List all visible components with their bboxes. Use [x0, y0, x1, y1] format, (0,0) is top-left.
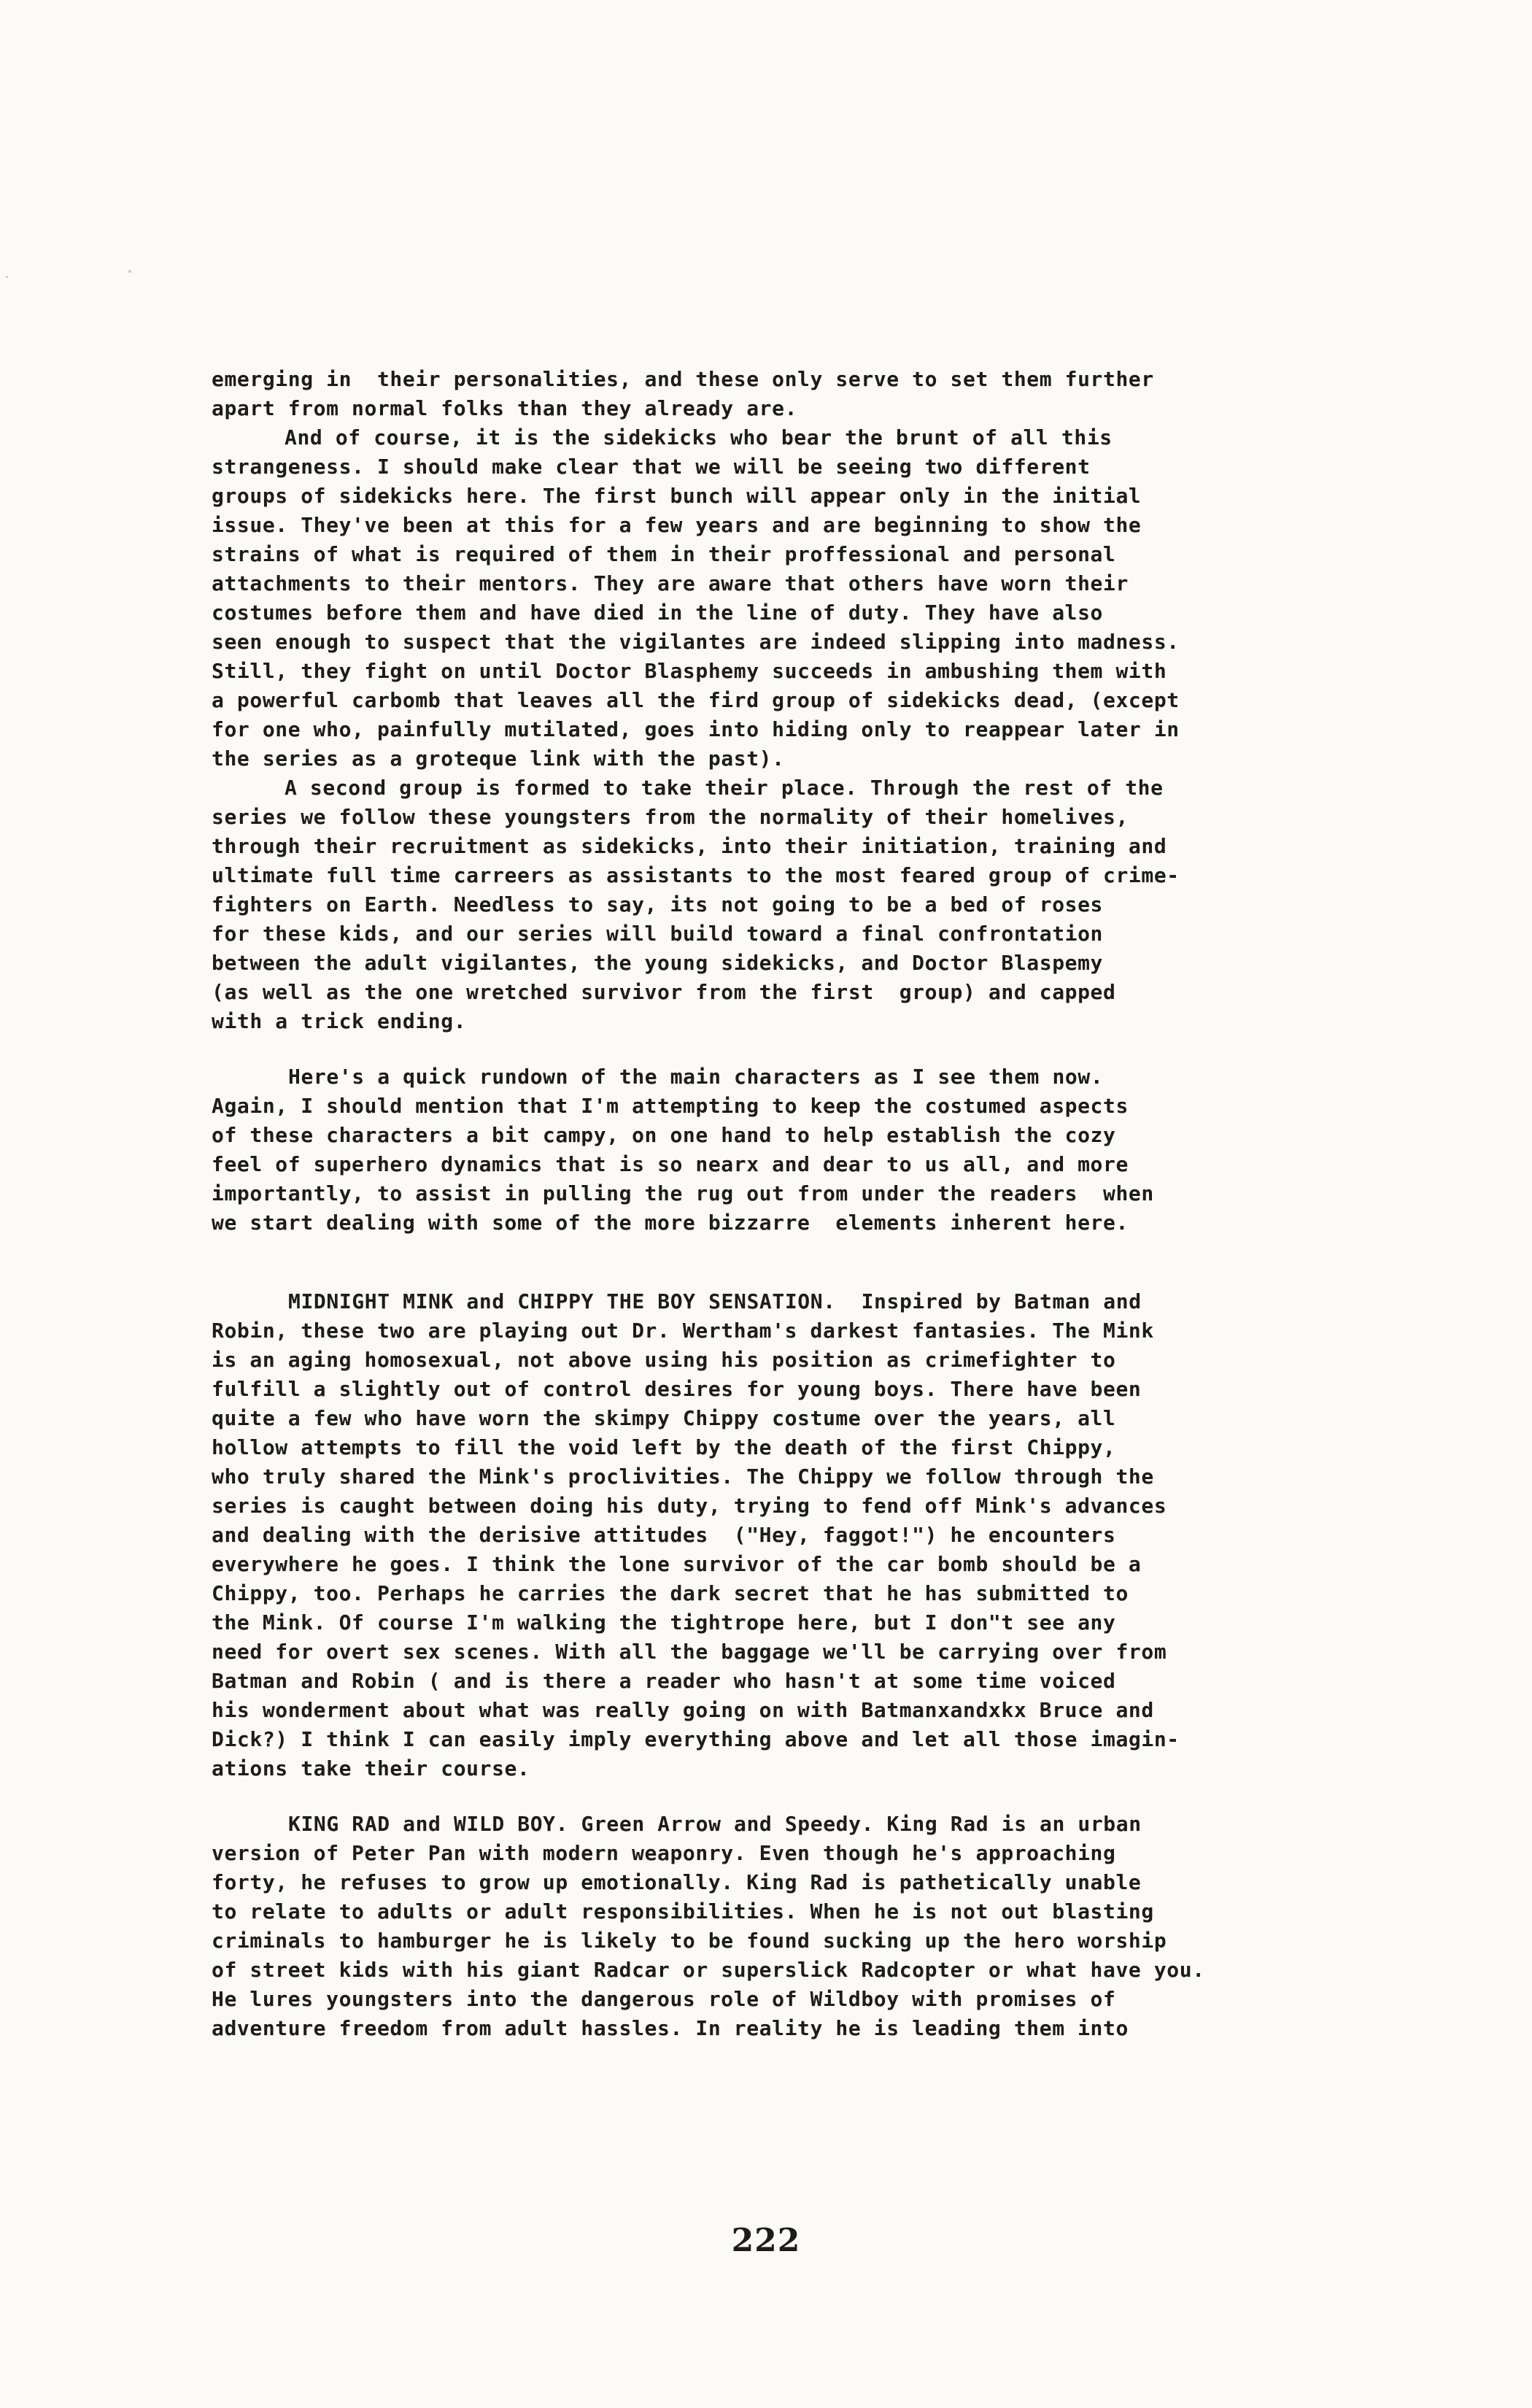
text-line: KING RAD and WILD BOY. Green Arrow and Speedy. King Rad is an urban — [288, 1812, 1142, 1836]
text-line: for one who, painfully mutilated, goes into hiding only to reappear later in — [212, 717, 1180, 741]
paragraph-midnight-mink — [212, 1287, 1350, 1783]
text-line: feel of superhero dynamics that is so nearx and dear to us all, and more — [212, 1152, 1129, 1176]
text-line: strangeness. I should make clear that we will be seeing two different — [212, 455, 1091, 479]
text-line: series is caught between doing his duty, trying to fend off Mink's advances — [212, 1494, 1167, 1518]
text-line: Here's a quick rundown of the main characters as I see them now. — [288, 1065, 1104, 1089]
text-line: version of Peter Pan with modern weaponry. Even though he's approaching — [212, 1841, 1116, 1865]
text-line: to relate to adults or adult responsibilities. When he is not out blasting — [212, 1899, 1154, 1923]
page-number: 222 — [731, 2222, 801, 2259]
text-line: He lures youngsters into the dangerous role of Wildboy with promises of — [212, 1987, 1116, 2011]
paragraph-sidekicks-intro — [212, 423, 1350, 773]
text-line: groups of sidekicks here. The first bunch will appear only in the initial — [212, 484, 1142, 508]
paragraph-continuation — [212, 365, 1350, 423]
text-line: series we follow these youngsters from the normality of their homelives, — [212, 805, 1129, 829]
paragraph-rundown — [212, 1062, 1350, 1238]
text-line: seen enough to suspect that the vigilantes are indeed slipping into madness. — [212, 630, 1180, 654]
body-text — [212, 365, 1350, 2043]
text-line: (as well as the one wretched survivor from the first group) and capped — [212, 980, 1116, 1004]
text-line: issue. They've been at this for a few years and are beginning to show the — [212, 513, 1142, 537]
text-line: A second group is formed to take their place. Through the rest of the — [285, 776, 1164, 800]
text-line: through their recruitment as sidekicks, into their initiation, training and — [212, 834, 1167, 858]
paragraph-second-group — [212, 773, 1350, 1036]
text-line: for these kids, and our series will build toward a final confrontation — [212, 922, 1104, 946]
text-line: is an aging homosexual, not above using his position as crimefighter to — [212, 1348, 1116, 1372]
text-line: fighters on Earth. Needless to say, its not going to be a bed of roses — [212, 892, 1104, 916]
text-line: of street kids with his giant Radcar or superslick Radcopter or what have you. — [212, 1958, 1205, 1982]
text-line: with a trick ending. — [212, 1009, 467, 1033]
text-line: apart from normal folks than they already are. — [212, 396, 798, 420]
text-line: strains of what is required of them in their proffessional and personal — [212, 542, 1116, 566]
speck-mark — [128, 270, 131, 273]
text-line: the Mink. Of course I'm walking the tightrope here, but I don"t see any — [212, 1610, 1116, 1635]
text-line: ations take their course. — [212, 1756, 530, 1780]
text-line: adventure freedom from adult hassles. In reality he is leading them into — [212, 2016, 1129, 2040]
text-line: everywhere he goes. I think the lone survivor of the car bomb should be a — [212, 1552, 1142, 1576]
paragraph-gap — [212, 1783, 1350, 1810]
text-line: quite a few who have worn the skimpy Chippy costume over the years, all — [212, 1406, 1116, 1430]
text-line: Again, I should mention that I'm attempting to keep the costumed aspects — [212, 1094, 1129, 1118]
text-line: criminals to hamburger he is likely to be found sucking up the hero worship — [212, 1929, 1167, 1953]
text-line: Chippy, too. Perhaps he carries the dark secret that he has submitted to — [212, 1581, 1129, 1605]
text-line: who truly shared the Mink's proclivities. The Chippy we follow through the — [212, 1465, 1154, 1489]
text-line: ultimate full time carreers as assistants to the most feared group of crime- — [212, 863, 1180, 887]
paragraph-king-rad — [212, 1810, 1350, 2043]
text-line: hollow attempts to fill the void left by the death of the first Chippy, — [212, 1435, 1116, 1459]
text-line: MIDNIGHT MINK and CHIPPY THE BOY SENSATION. Inspired by Batman and — [288, 1289, 1142, 1313]
text-line: attachments to their mentors. They are aware that others have worn their — [212, 571, 1129, 595]
text-line: Robin, these two are playing out Dr. Wertham's darkest fantasies. The Mink — [212, 1319, 1154, 1343]
text-line: a powerful carbomb that leaves all the fird group of sidekicks dead, (except — [212, 688, 1180, 712]
text-line: costumes before them and have died in the line of duty. They have also — [212, 601, 1104, 625]
text-line: of these characters a bit campy, on one hand to help establish the cozy — [212, 1123, 1116, 1147]
text-line: we start dealing with some of the more bizzarre elements inherent here. — [212, 1211, 1129, 1235]
text-line: the series as a groteque link with the past). — [212, 746, 785, 771]
text-line: his wonderment about what was really going on with Batmanxandxkx Bruce and — [212, 1698, 1154, 1722]
text-line: between the adult vigilantes, the young sidekicks, and Doctor Blaspemy — [212, 951, 1104, 975]
text-line: Still, they fight on until Doctor Blasphemy succeeds in ambushing them with — [212, 659, 1167, 683]
text-line: importantly, to assist in pulling the rug out from under the readers when — [212, 1181, 1154, 1205]
text-line: Batman and Robin ( and is there a reader who hasn't at some time voiced — [212, 1669, 1116, 1693]
text-line: Dick?) I think I can easily imply everything above and let all those imagin- — [212, 1727, 1180, 1751]
text-line: emerging in their personalities, and these only serve to set them further — [212, 367, 1154, 391]
paragraph-gap — [212, 1036, 1350, 1062]
text-line: And of course, it is the sidekicks who bear the brunt of all this — [285, 425, 1113, 449]
speck-mark — [6, 276, 8, 278]
text-line: forty, he refuses to grow up emotionally. King Rad is pathetically unable — [212, 1870, 1142, 1894]
text-line: fulfill a slightly out of control desires for young boys. There have been — [212, 1377, 1142, 1401]
text-line: and dealing with the derisive attitudes ("Hey, faggot!") he encounters — [212, 1523, 1116, 1547]
paragraph-gap — [212, 1238, 1350, 1287]
text-line: need for overt sex scenes. With all the baggage we'll be carrying over from — [212, 1640, 1167, 1664]
